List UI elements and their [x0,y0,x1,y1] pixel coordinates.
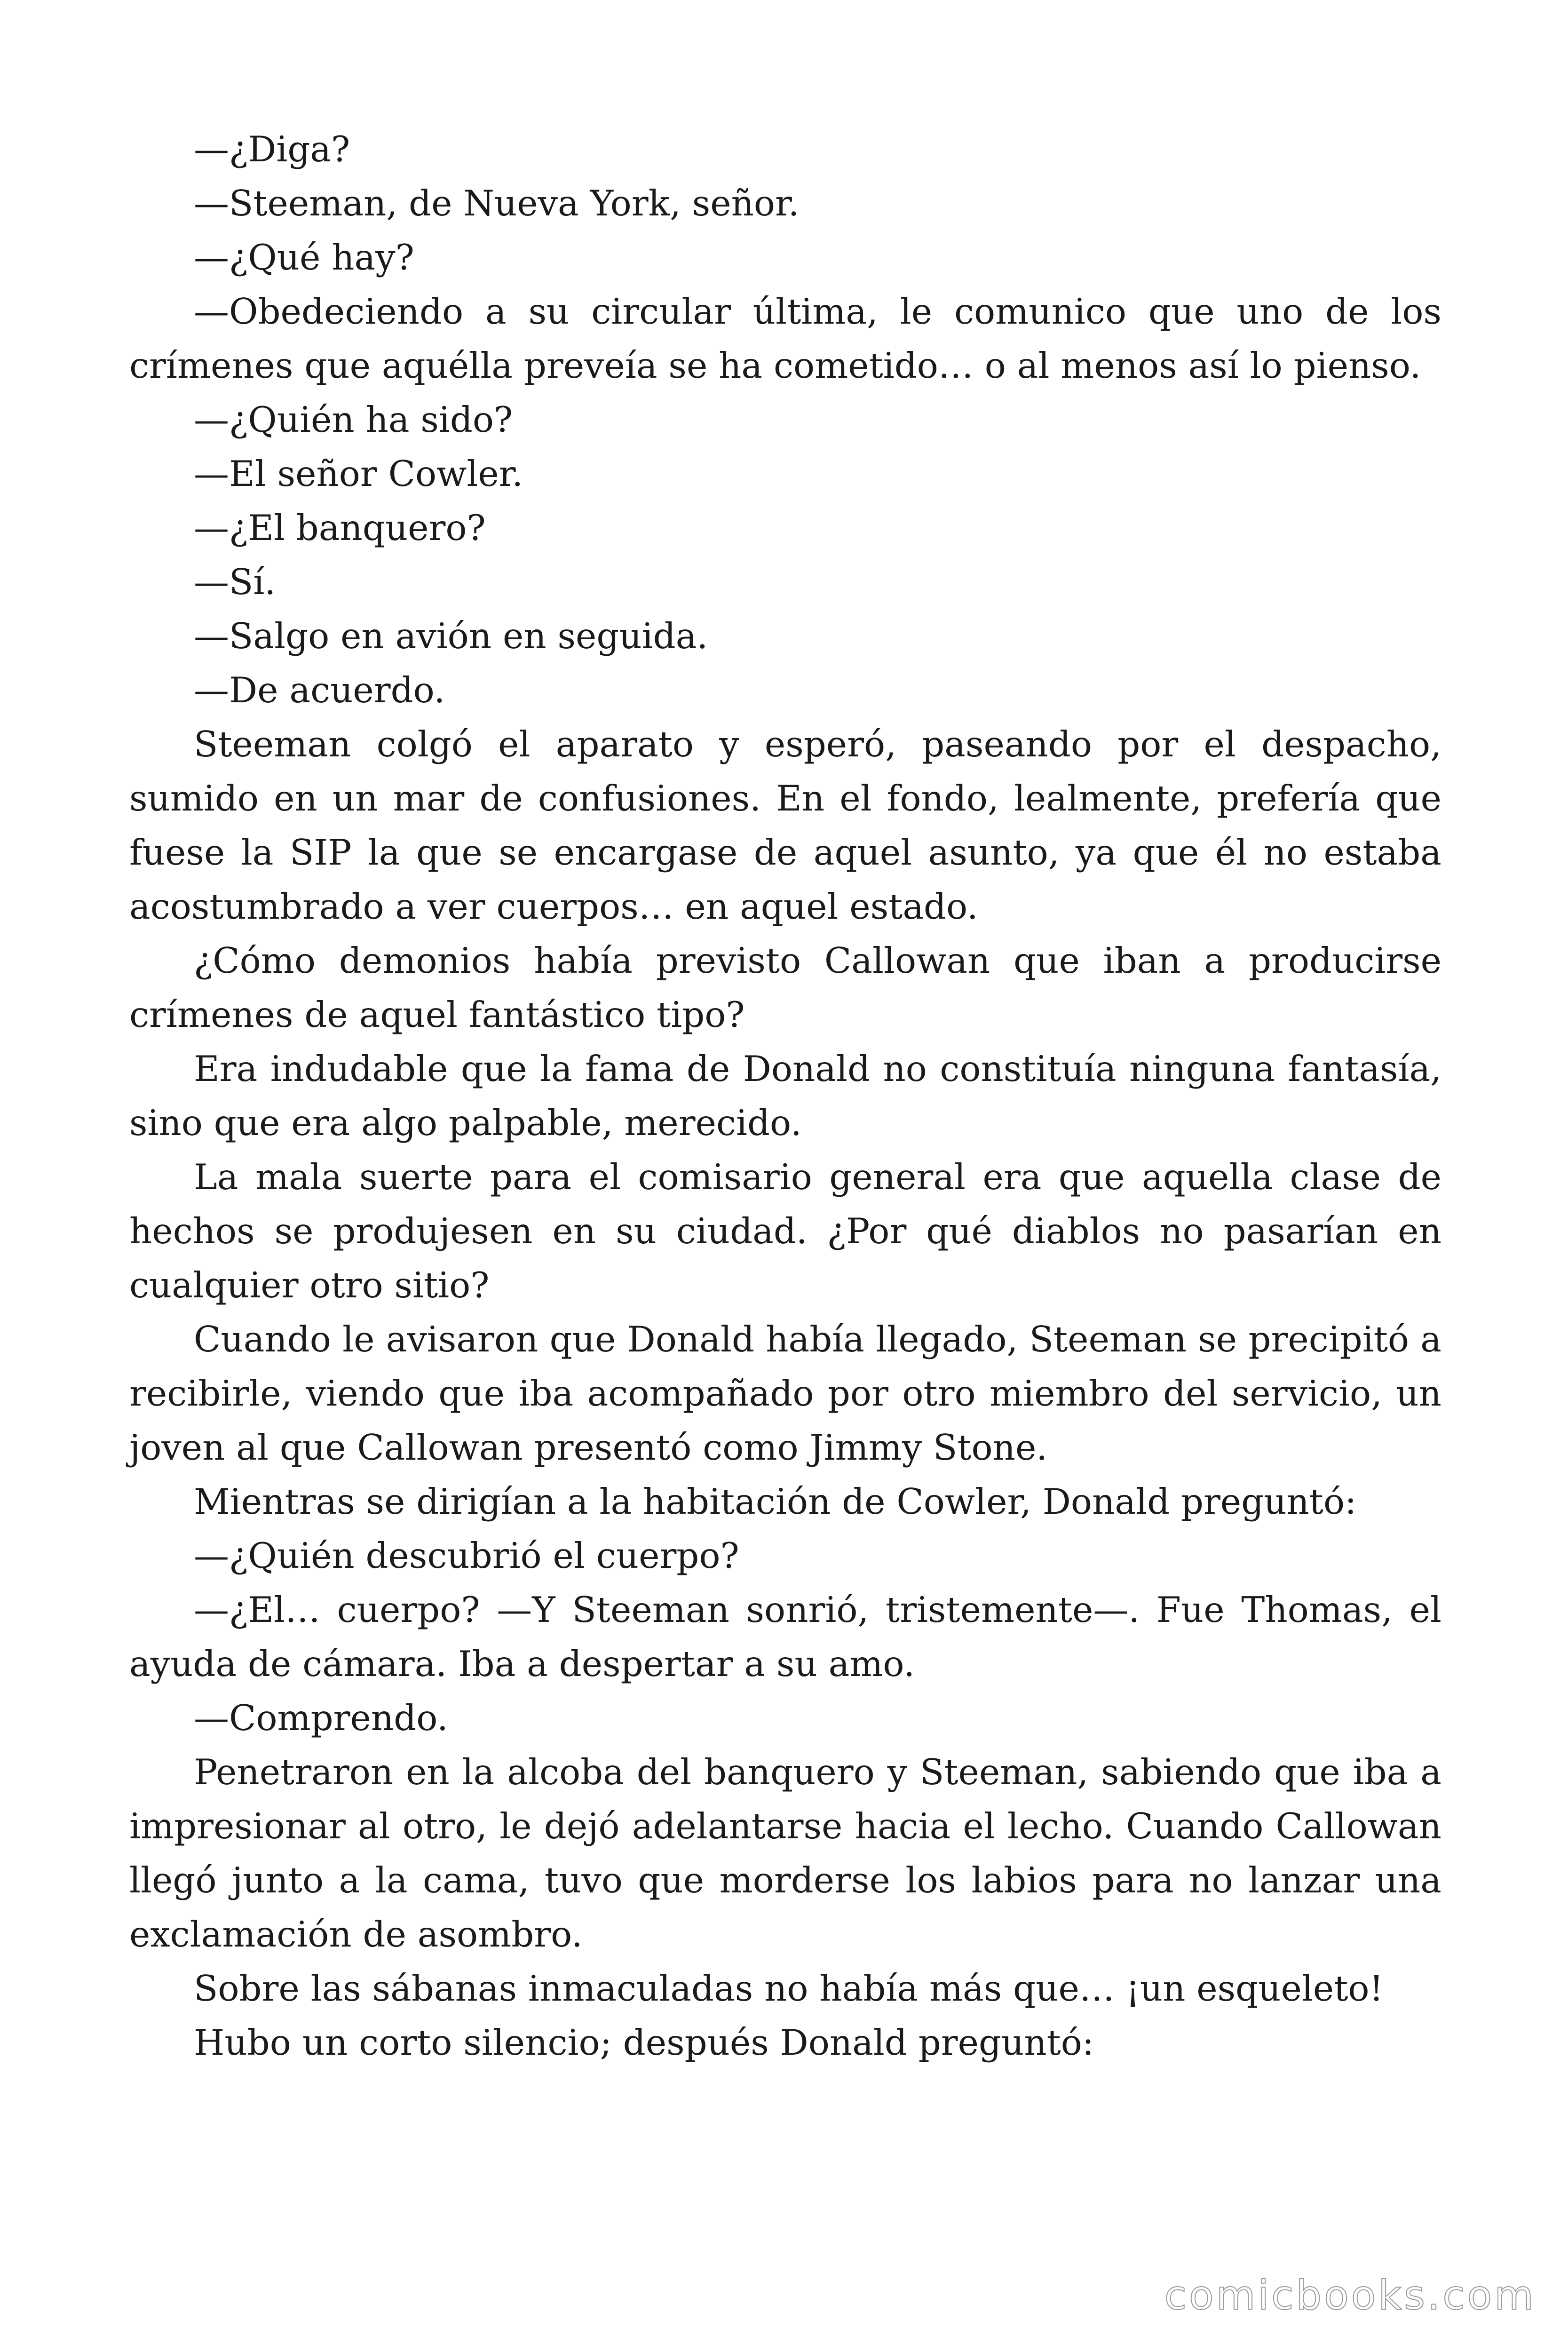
paragraph: Cuando le avisaron que Donald había llegado, Steeman se precipitó a recibirle, viendo que iba acompañado por otro miembro del servicio, un joven al que Callowan presentó como Jimmy Stone. [129,1319,1441,1468]
paragraph: —Sí. [194,561,276,603]
paragraph: —¿Quién descubrió el cuerpo? [194,1535,739,1576]
paragraph: La mala suerte para el comisario general era que aquella clase de hechos se produjesen en su ciudad. ¿Por qué diablos no pasarían en cualquier otro sitio? [129,1156,1441,1306]
paragraph: —De acuerdo. [194,669,445,711]
paragraph: Sobre las sábanas inmaculadas no había más que… ¡un esqueleto! [194,1968,1384,2009]
paragraph: —Salgo en avión en seguida. [194,615,708,657]
paragraph: —El señor Cowler. [194,453,523,494]
paragraph: —¿Diga? [194,128,350,170]
watermark: comicbooks.com [1164,2272,1536,2319]
body-text [129,122,1441,2070]
paragraph: Hubo un corto silencio; después Donald preguntó: [194,2022,1094,2063]
paragraph: —¿Qué hay? [194,237,414,278]
paragraph: Steeman colgó el aparato y esperó, paseando por el despacho, sumido en un mar de confusiones. En el fondo, lealmente, prefería que fuese la SIP la que se encargase de aquel asunto, ya que él no estaba acostumbrado a ver cuerpos… en aquel estado. [129,723,1441,927]
paragraph: —¿Quién ha sido? [194,399,513,440]
paragraph: —Steeman, de Nueva York, señor. [194,183,800,224]
paragraph: Mientras se dirigían a la habitación de Cowler, Donald preguntó: [194,1481,1357,1522]
paragraph: Penetraron en la alcoba del banquero y Steeman, sabiendo que iba a impresionar al otro, le dejó adelantarse hacia el lecho. Cuando Callowan llegó junto a la cama, tuvo que morderse los labios para no lanzar una exclamación de asombro. [129,1751,1441,1955]
paragraph: Era indudable que la fama de Donald no constituía ninguna fantasía, sino que era algo palpable, merecido. [129,1048,1441,1144]
paragraph: —Comprendo. [194,1697,448,1739]
paragraph: —Obedeciendo a su circular última, le comunico que uno de los crímenes que aquélla preveía se ha cometido… o al menos así lo pienso. [129,291,1441,386]
paragraph: —¿El banquero? [194,507,486,548]
paragraph: —¿El… cuerpo? —Y Steeman sonrió, tristemente—. Fue Thomas, el ayuda de cámara. Iba a despertar a su amo. [129,1589,1441,1685]
paragraph: ¿Cómo demonios había previsto Callowan que iban a producirse crímenes de aquel fantástico tipo? [129,940,1441,1035]
